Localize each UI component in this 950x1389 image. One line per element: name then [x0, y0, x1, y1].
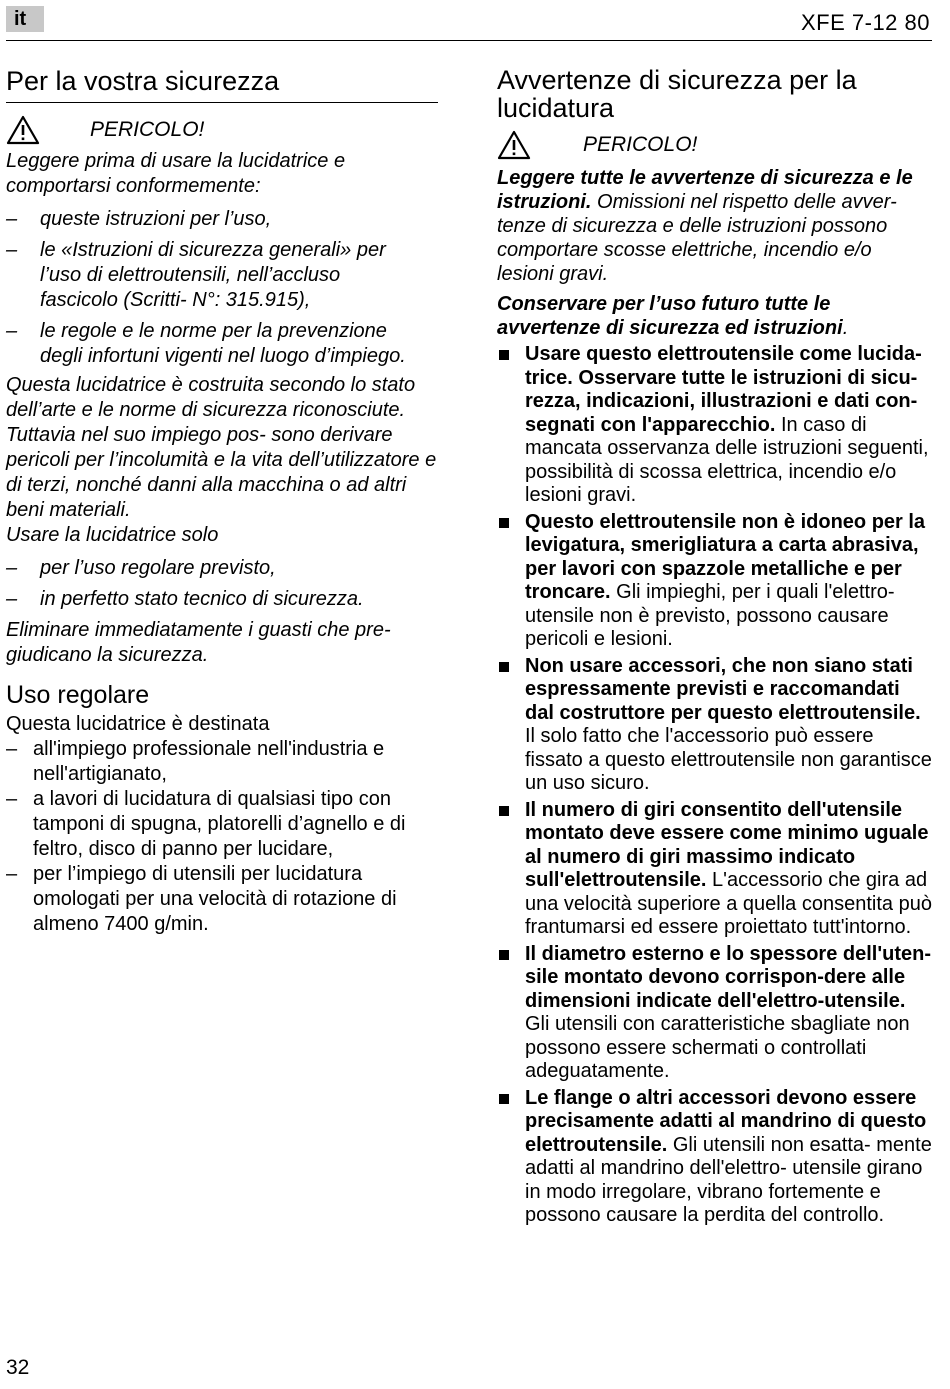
section-title-safety: Per la vostra sicurezza [6, 66, 438, 103]
list-item: Il diametro esterno e lo spessore dell'uten- sile montato devono corrispon-dere alle dimensioni indicate dell'elettro-utensile. Gli utensili con caratteristiche sbagliate non possono essere schermati o controllati adeguatamente. [497, 943, 932, 1084]
keep-instructions-bold: Conservare per l’uso futuro tutte le avvertenze di sicurezza ed istruzioni [497, 293, 843, 339]
right-column [497, 60, 932, 1228]
list-item: – le «Istruzioni di sicurezza generali» per l’uso di elettroutensili, nell’accluso fascicolo (Scritti- N°: 315.915), [6, 239, 386, 311]
usage-intro: Questa lucidatrice è destinata [6, 713, 270, 735]
warning-header [497, 128, 932, 162]
safety-bullet-list [497, 343, 932, 1228]
bullet-square-icon [497, 799, 525, 940]
section-title-polishing-safety: Avvertenze di sicurezza per la lucidatura [497, 65, 857, 123]
warning-label: PERICOLO! [90, 118, 205, 141]
language-tag: it [6, 6, 44, 32]
list-item: Il numero di giri consentito dell'utensile montato deve essere come minimo uguale al numero di giri massimo indicato sull'elettroutensile. L'accessorio che gira ad una velocità superiore a quella consentita può frantumarsi ed essere proiettato tutt'intorno. [497, 799, 932, 940]
bullet-square-icon [497, 1087, 525, 1228]
bullet-square-icon [497, 511, 525, 652]
intro-text: Leggere prima di usare la lucidatrice e comportarsi conformemente: [6, 150, 346, 197]
list-item: Questo elettroutensile non è idoneo per la levigatura, smerigliatura a carta abrasiva, per lavori con spazzole metalliche e per troncare. Gli impieghi, per i quali l'elettro- utensile non è previsto, possono causare pericoli e lesioni. [497, 511, 932, 652]
warning-triangle-icon [6, 115, 40, 145]
list-item: – a lavori di lucidatura di qualsiasi tipo con tamponi di spugna, platorelli d’agnello e di feltro, disco di panno per lucidare, [6, 788, 406, 860]
warning-label: PERICOLO! [583, 133, 698, 156]
fault-paragraph: Eliminare immediatamente i guasti che pre- giudicano la sicurezza. [6, 619, 391, 666]
header-divider [6, 40, 932, 41]
list-item: – in perfetto stato tecnico di sicurezza. [6, 588, 364, 610]
list-item: – queste istruzioni per l’uso, [6, 208, 272, 230]
read-instructions-bold: Leggere tutte le avvertenze di sicurezza e le istruzioni. [497, 167, 913, 213]
usage-condition-intro: Usare la lucidatrice solo [6, 524, 219, 546]
keep-instructions-rest: . [842, 317, 849, 339]
list-item: Usare questo elettroutensile come lucida- trice. Osservare tutte le istruzioni di sicu- rezza, indicazioni, illustrazioni e dati con- segnati con l'apparecchio. In caso di mancata osservanza delle istruzioni seguenti, possibilità di scossa elettrica, incendio e/o lesioni gravi. [497, 343, 932, 508]
warning-header [6, 113, 438, 147]
bullet-square-icon [497, 655, 525, 796]
warning-triangle-icon [497, 130, 531, 160]
usage-condition-list [6, 556, 438, 612]
bullet-square-icon [497, 943, 525, 1084]
list-item: Le flange o altri accessori devono essere precisamente adatti al mandrino di questo elettroutensile. Gli utensili non esatta- mente adatti al mandrino dell'elettro- utensile girano in modo irregolare, vibrano fortemente e possono causare la perdita del controllo. [497, 1087, 932, 1228]
safety-paragraph: Questa lucidatrice è costruita secondo lo stato dell’arte e le norme di sicurezza riconosciute. Tuttavia nel suo impiego pos- sono derivare pericoli per l’incolumità e la vita dell’utilizzatore e di terzi, nonché danni alla macchina o ad altri beni materiali. [6, 374, 437, 521]
list-item: – per l’impiego di utensili per lucidatura omologati per una velocità di rotazione di almeno 7400 g/min. [6, 863, 397, 935]
page-number: 32 [6, 1356, 30, 1379]
keep-instructions-paragraph [497, 292, 932, 340]
list-item: – le regole e le norme per la prevenzione degli infortuni vigenti nel luogo d’impiego. [6, 320, 406, 367]
read-instructions-rest: Omissioni nel rispetto delle avver- tenze di sicurezza e delle istruzioni possono comportare scosse elettriche, incendio e/o lesioni gravi. [497, 191, 897, 285]
model-number: XFE 7-12 80 [800, 10, 930, 35]
list-item: Non usare accessori, che non siano stati espressamente previsti e raccomandati dal costruttore per questo elettroutensile. Il solo fatto che l'accessorio può essere fissato a questo elettroutensile non garantisce un uso sicuro. [497, 655, 932, 796]
read-instructions-paragraph [497, 166, 932, 286]
bullet-square-icon [497, 343, 525, 508]
left-column [6, 60, 438, 937]
section-title-usage: Uso regolare [6, 681, 150, 709]
reading-list [6, 207, 438, 369]
usage-list [6, 737, 438, 937]
list-item: – per l’uso regolare previsto, [6, 557, 276, 579]
list-item: – all'impiego professionale nell'industria e nell'artigianato, [6, 738, 385, 785]
